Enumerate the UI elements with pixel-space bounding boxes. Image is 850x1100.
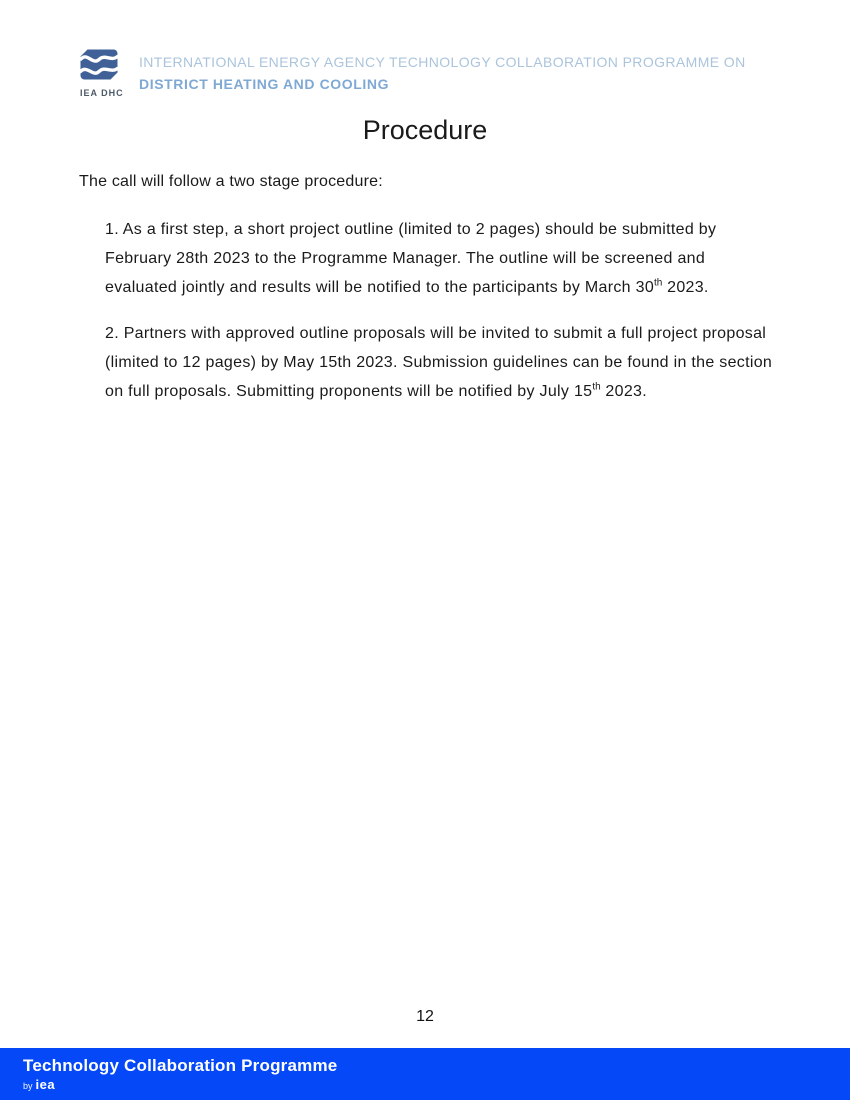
- header: [80, 49, 746, 98]
- ieadhc-logo: [80, 49, 122, 98]
- header-text: [139, 49, 746, 95]
- procedure-step-1: [105, 216, 777, 302]
- page-title: Procedure: [362, 115, 488, 145]
- page-number: 12: [416, 1008, 434, 1025]
- logo-caption: IEA DHC: [80, 88, 124, 98]
- ordinal-superscript: th: [654, 277, 663, 289]
- procedure-step-2: [105, 320, 777, 406]
- paragraph-text: 2. Partners with approved outline proposals will be invited to submit a full project proposal (limited to 12 pages) by May 15th 2023. Submission guidelines can be found in the section on full proposals. Submitting proponents will be notified by July 15: [105, 325, 773, 400]
- header-line-1: INTERNATIONAL ENERGY AGENCY TECHNOLOGY COLLABORATION PROGRAMME ON: [139, 54, 746, 70]
- header-line-2: DISTRICT HEATING AND COOLING: [139, 76, 390, 92]
- footer-bar: [0, 1048, 850, 1100]
- intro-paragraph: The call will follow a two stage procedure:: [79, 173, 383, 190]
- footer-title: Technology Collaboration Programme: [23, 1056, 338, 1075]
- procedure-steps: [105, 216, 777, 425]
- waves-logo-icon: [80, 49, 122, 85]
- footer-by-label: by: [23, 1081, 33, 1091]
- paragraph-text: 2023.: [662, 278, 709, 296]
- paragraph-text: 1. As a first step, a short project outline (limited to 2 pages) should be submitted by February 28th 2023 to the Programme Manager. The outline will be screened and evaluated jointly and results will be notified to the participants by March 30: [105, 221, 717, 296]
- footer-byline: [23, 1078, 850, 1093]
- ordinal-superscript: th: [592, 381, 601, 393]
- paragraph-text: 2023.: [600, 382, 647, 400]
- iea-brand: iea: [35, 1077, 56, 1092]
